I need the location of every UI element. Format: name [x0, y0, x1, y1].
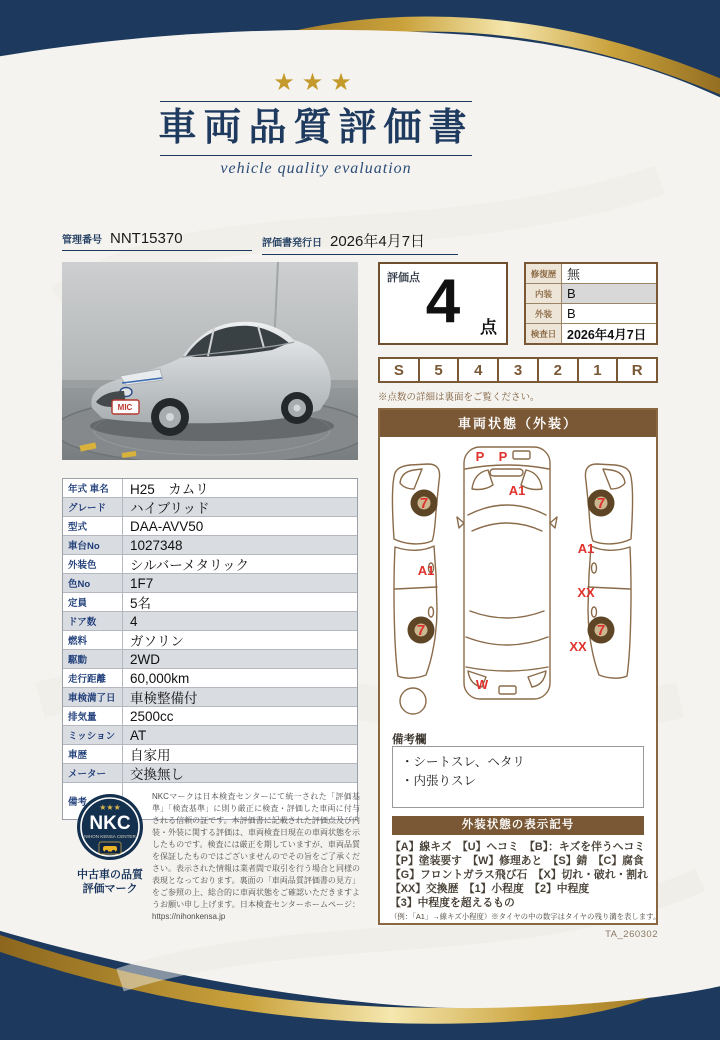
issue-date-value: 2026年4月7日 — [330, 233, 426, 250]
damage-mark-xx: XX — [577, 585, 595, 600]
spec-row — [63, 612, 357, 631]
spec-row — [63, 764, 357, 783]
header-stars: ★★★ — [273, 69, 359, 96]
spec-row-value: ガソリン — [130, 634, 184, 649]
remark-line: ・シートスレ、ヘタリ — [401, 755, 525, 769]
damage-mark-p: P — [498, 449, 508, 464]
tire-tread-value: 7 — [596, 495, 606, 512]
scale-cell: 5 — [420, 359, 460, 381]
spec-row — [63, 726, 357, 745]
spec-row-label: メーター — [63, 764, 123, 782]
spec-row-value: 4 — [130, 613, 138, 629]
header-rule-top — [160, 101, 472, 102]
score-box — [378, 262, 508, 345]
spec-row-label: ミッション — [63, 726, 123, 744]
management-number-value: NNT15370 — [110, 230, 183, 247]
spec-row — [63, 650, 357, 669]
scale-cell: R — [631, 361, 643, 379]
spec-row-label: 備考 — [63, 783, 123, 819]
header-rule-bottom — [160, 155, 472, 156]
summary-row-label: 内装 — [526, 284, 562, 303]
nkc-logo-stars: ★★★ — [99, 803, 121, 812]
legend-line: 【P】塗装要す 【W】修理あと 【S】錆 【C】腐食 — [390, 855, 644, 868]
spec-row — [63, 498, 357, 517]
spec-row-value: 60,000km — [130, 670, 190, 686]
scale-cell: 4 — [459, 359, 499, 381]
summary-row — [526, 284, 656, 304]
damage-mark-w: W — [475, 677, 489, 692]
spec-row-value: 5名 — [130, 596, 152, 611]
rating-scale — [378, 357, 658, 383]
legend-line: 【A】線キズ 【U】ヘコミ 【B】：キズを伴うヘコミ — [390, 841, 646, 853]
spec-row — [63, 574, 357, 593]
car-condition-diagram — [380, 439, 656, 729]
legend-line: 【3】中程度を超えるもの — [390, 897, 515, 910]
spec-row-value: 車検整備付 — [130, 691, 198, 706]
tire-tread-value: 7 — [419, 495, 429, 512]
summary-row-label: 修復歴 — [526, 264, 562, 283]
issue-date — [262, 230, 458, 255]
tire-tread-marks — [408, 490, 615, 644]
damage-marks — [418, 449, 595, 692]
damage-mark-xx: XX — [569, 639, 587, 654]
spec-row-label: グレード — [63, 498, 123, 516]
scale-cell: 1 — [579, 359, 619, 381]
spec-row-label: 外装色 — [63, 555, 123, 573]
spec-row-label: 年式 車名 — [63, 479, 123, 497]
spec-row — [63, 669, 357, 688]
spec-row — [63, 536, 357, 555]
legend-line: 【XX】交換歴 【1】小程度 【2】中程度 — [390, 883, 590, 896]
car-top-view — [464, 447, 550, 699]
spec-row — [63, 688, 357, 707]
summary-row-value: 2026年4月7日 — [567, 327, 647, 342]
tire-tread-value: 7 — [596, 622, 606, 639]
damage-mark-a1: A1 — [417, 563, 435, 578]
spec-row-value: 自家用 — [130, 748, 171, 763]
spec-row-label: 燃料 — [63, 631, 123, 649]
spec-row-value: DAA-AVV50 — [130, 518, 204, 534]
spec-row-value: AT — [130, 727, 147, 743]
spec-row-label: 色No — [63, 574, 123, 592]
nkc-logo — [72, 793, 148, 897]
summary-row-value: B — [562, 284, 656, 303]
spec-row-label: 排気量 — [63, 707, 123, 725]
spec-row — [63, 479, 357, 498]
score-value: 4 — [425, 267, 461, 336]
summary-row-value: 無 — [567, 267, 581, 282]
condition-panel — [378, 408, 661, 925]
management-number-label: 管理番号 — [62, 235, 102, 246]
management-number — [62, 230, 252, 251]
vehicle-photo — [62, 262, 358, 460]
nkc-caption: 中古車の品質 評価マーク — [77, 869, 143, 895]
scale-cell: 3 — [499, 359, 539, 381]
spec-row-value: 2WD — [130, 651, 160, 667]
damage-mark-a1: A1 — [508, 483, 526, 498]
scale-note: ※点数の詳細は裏面をご覧ください。 — [378, 392, 540, 403]
score-unit: 点 — [480, 318, 497, 337]
spec-row — [63, 707, 357, 726]
summary-row-label: 外装 — [526, 304, 562, 323]
remarks-label: 備考欄 — [392, 734, 427, 746]
scale-cell: S — [380, 359, 420, 381]
remarks-box — [392, 746, 644, 808]
car-icon — [103, 846, 117, 852]
spec-row-label: 走行距離 — [63, 669, 123, 687]
condition-panel-title: 車両状態（外装） — [380, 410, 656, 437]
damage-mark-a1: A1 — [577, 541, 595, 556]
legend — [390, 840, 650, 910]
spec-row — [63, 745, 357, 764]
damage-mark-p: P — [475, 449, 485, 464]
spec-row-value: ハイブリッド — [130, 501, 210, 516]
spec-row — [63, 631, 357, 650]
spec-row-value: 2500cc — [130, 708, 174, 724]
spec-row — [63, 555, 357, 574]
summary-row — [526, 324, 656, 343]
spec-row-value: 1F7 — [130, 575, 154, 591]
spec-row-label: 定員 — [63, 593, 123, 611]
summary-table — [524, 262, 658, 345]
legend-line: 【G】フロントガラス飛び石 【X】切れ・破れ・割れ — [390, 869, 648, 882]
spec-row-label: 駆動 — [63, 650, 123, 668]
spec-row-value: 1027348 — [130, 537, 183, 553]
score-label: 評価点 — [387, 272, 420, 284]
nkc-logo-badge — [76, 793, 144, 861]
summary-row-value: B — [567, 306, 576, 321]
scale-cell: 2 — [539, 359, 579, 381]
spare-tire-circle — [400, 688, 426, 714]
spec-row-label: 車検満了日 — [63, 688, 123, 706]
summary-row — [526, 264, 656, 284]
spec-row-value: H25 カムリ — [130, 482, 209, 497]
document-code: TA_260302 — [605, 929, 658, 940]
legend-header: 外装状態の表示記号 — [392, 816, 644, 835]
spec-row-value: 交換無し — [130, 767, 184, 782]
vehicle-spec-table — [62, 478, 358, 820]
spec-row-value: シルバーメタリック — [130, 558, 250, 573]
spec-row-label: 車歴 — [63, 745, 123, 763]
spec-row — [63, 517, 357, 536]
spec-row — [63, 593, 357, 612]
nkc-description: NKCマークは日本検査センターにて統一された「評価基準」「検査基準」に則り厳正に検査・評価した車両に付与される信頼の証です。本評価書に記載された評価点及び内装・外装に関する評価は、車両検査日現在の車両状態を示したものです。検査には厳正を期していますが、車両品質を保証したものではございませんのでその旨をご了承ください。表示された情報は業者間で取引を行う場合と同様の表現となっております。裏面の「車両品質評価書の見方」をご参照の上、総合的に車両状態をご確認いただきますようお願い申し上げます。日本検査センターホームページ：https://nihonkensa.jp — [152, 792, 360, 921]
nkc-logo-subtext: NIHON KENSA CENTER — [84, 834, 136, 839]
remark-line: ・内張りスレ — [401, 774, 477, 789]
summary-row-label: 検査日 — [526, 324, 562, 343]
legend-note: （例：「A1」→線キズ小程度）※タイヤの中の数字はタイヤの残り溝を表します。 — [390, 912, 661, 921]
issue-date-label: 評価書発行日 — [262, 238, 322, 249]
spec-row-label: 型式 — [63, 517, 123, 535]
license-plate-text: MIC — [117, 403, 133, 412]
summary-row — [526, 304, 656, 324]
nkc-logo-text: NKC — [89, 813, 131, 834]
page-subtitle: vehicle quality evaluation — [220, 160, 412, 177]
header — [66, 70, 566, 178]
tire-tread-value: 7 — [416, 622, 426, 639]
spec-row-label: 車台No — [63, 536, 123, 554]
page-title: 車両品質評価書 — [158, 107, 474, 149]
spec-row-label: ドア数 — [63, 612, 123, 630]
